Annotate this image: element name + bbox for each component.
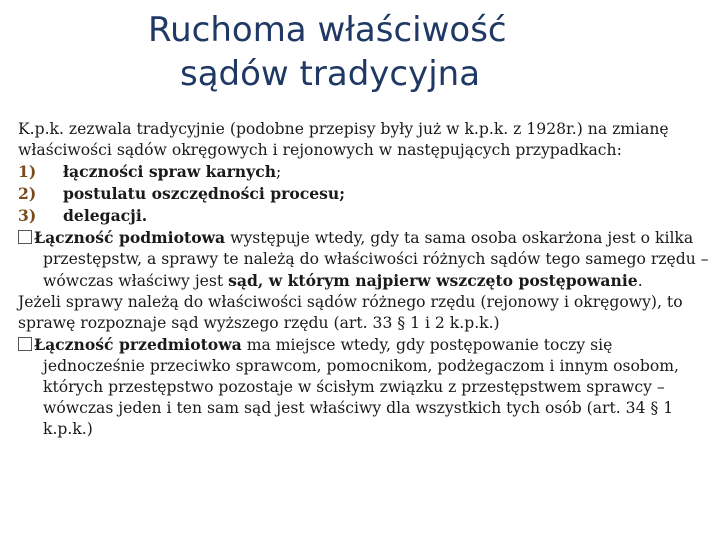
bullet-text: występuje wtedy, gdy ta sama osoba oskarżona jest o kilka przestępstw, a sprawy te należą do właściwości różnych sądów tego samego rzędu – wówczas właściwy jest (43, 229, 709, 290)
list-item-text: postulatu oszczędności procesu; (63, 184, 346, 203)
list-item-text: łączności spraw karnych (63, 162, 277, 181)
bullet-text: ma miejsce wtedy, gdy postępowanie toczy się jednocześnie przeciwko sprawcom, pomocnikom, podżegaczom i innym osobom, których przestępstwo pozostaje w ścisłym związku z przestępstwem sprawcy – wówczas jeden i ten sam sąd jest właściwy dla wszystkich tych osób (art. 34 § 1 k.p.k.) (43, 336, 679, 438)
bullet-box-icon (18, 230, 32, 244)
intro-paragraph: K.p.k. zezwala tradycyjnie (podobne przepisy były już w k.p.k. z 1928r.) na zmianę właściwości sądów okręgowych i rejonowych w następujących przypadkach: (18, 120, 669, 159)
bullet-bold-term: Łączność podmiotowa (34, 228, 226, 247)
higher-court-paragraph: Jeżeli sprawy należą do właściwości sądów różnego rzędu (rejonowy i okręgowy), to sprawę rozpoznaje sąd wyższego rzędu (art. 33 § 1 i 2 k.p.k.) (18, 293, 683, 332)
list-item (18, 183, 716, 205)
bullet-box-icon (18, 337, 32, 351)
bullet-bold-conclusion: sąd, w którym najpierw wszczęto postępowanie (228, 271, 638, 290)
bullet-text-end: . (637, 272, 643, 290)
slide-title-line-2: sądów tradycyjna (180, 54, 481, 94)
slide-title (0, 8, 720, 96)
list-item-suffix: ; (276, 163, 282, 181)
bullet-bold-term: Łączność przedmiotowa (34, 335, 242, 354)
list-item-text: delegacji. (63, 206, 148, 225)
bullet-objective-connection (18, 334, 716, 440)
list-item (18, 161, 716, 183)
list-item-number: 2) (18, 184, 37, 203)
list-item (18, 205, 716, 227)
slide-title-line-1: Ruchoma właściwość (148, 10, 507, 50)
list-item-number: 3) (18, 206, 37, 225)
list-item-number: 1) (18, 162, 37, 181)
bullet-subjective-connection (18, 227, 716, 292)
slide-body (18, 119, 716, 440)
